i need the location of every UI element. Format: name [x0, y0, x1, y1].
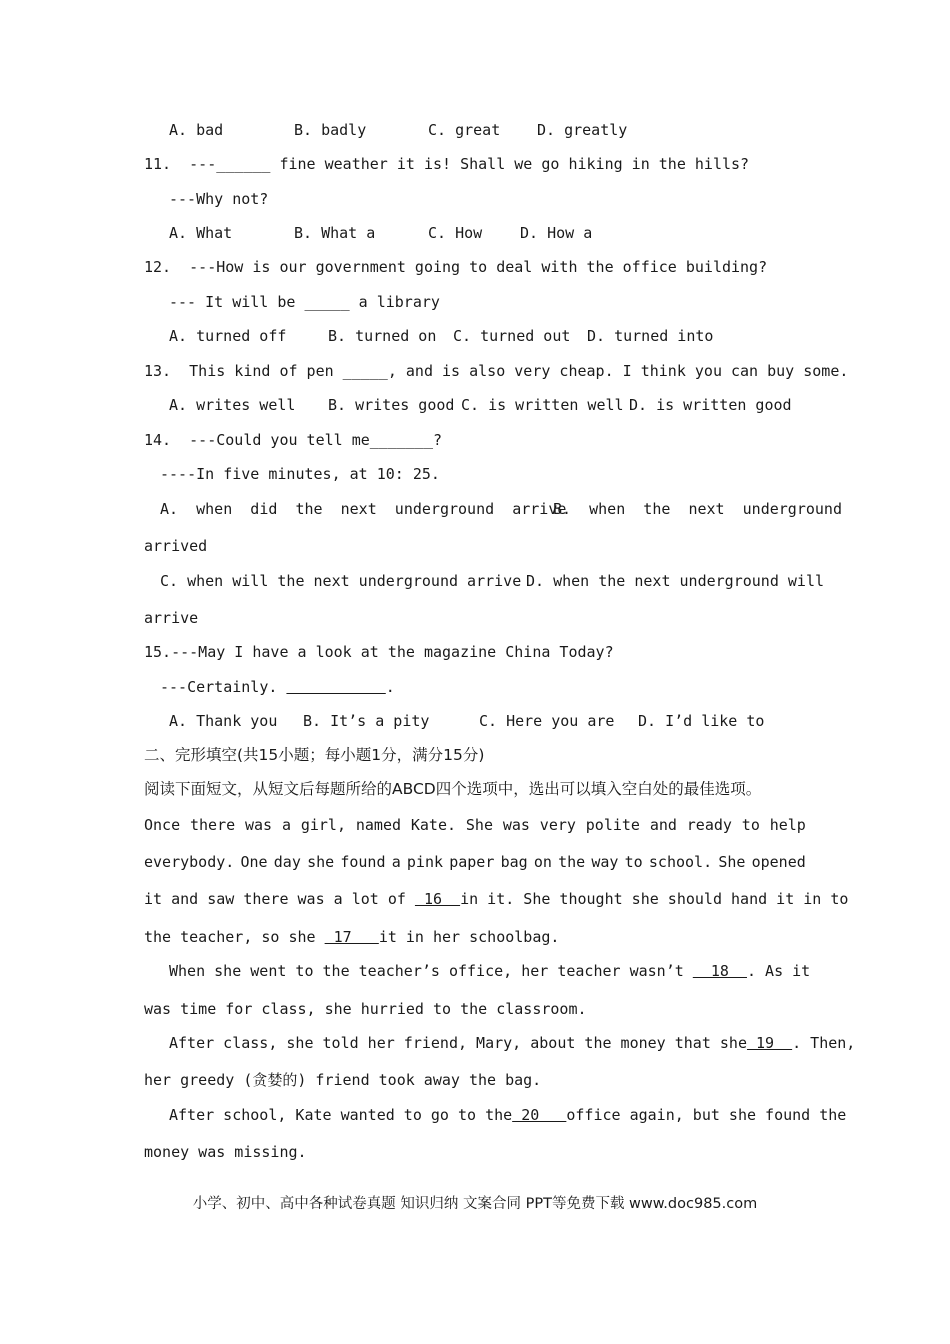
passage-word: there — [189, 816, 236, 834]
passage-word: on — [533, 853, 552, 871]
blank-19: 19 — [746, 1034, 793, 1052]
passage-word: a — [281, 816, 291, 834]
passage-text: After school, Kate wanted to go to the — [169, 1106, 513, 1124]
q15-option-a: A. Thank you — [169, 712, 278, 730]
passage-text: When she went to the teacher’s office, her teacher wasn’t — [169, 962, 693, 980]
passage-word: ready — [686, 816, 732, 834]
passage-word: everybody. — [144, 853, 235, 871]
passage-word: was — [502, 816, 530, 834]
q14-option-b-cont: arrived — [144, 537, 208, 555]
passage-word: One — [240, 853, 268, 871]
q12-option-d: D. turned into — [587, 327, 714, 345]
passage-word: help — [769, 816, 806, 834]
q14-stem: 14. ---Could you tell me_______? — [144, 431, 443, 449]
passage-word: pink — [406, 853, 444, 871]
passage-word: polite — [585, 816, 640, 834]
q13-option-d: D. is written good — [629, 396, 792, 414]
q15-reply-suffix: . — [385, 678, 395, 696]
passage-p1-line1 — [144, 816, 806, 834]
q15-answer-blank — [286, 678, 385, 696]
q11-option-a: A. What — [169, 224, 233, 242]
q11-option-d: D. How a — [520, 224, 593, 242]
passage-p4-line1 — [169, 1106, 846, 1124]
q15-option-b: B. It’s a pity — [303, 712, 430, 730]
q11-option-b: B. What a — [294, 224, 376, 242]
q11-reply: ---Why not? — [169, 190, 269, 208]
passage-word: girl, — [300, 816, 346, 834]
q15-option-c: C. Here you are — [479, 712, 615, 730]
q15-option-d: D. I’d like to — [638, 712, 765, 730]
q13-option-b: B. writes good — [328, 396, 455, 414]
q15-stem: 15.---May I have a look at the magazine China Today? — [144, 643, 614, 661]
q10-option-a: A. bad — [169, 121, 224, 139]
q10-option-b: B. badly — [294, 121, 367, 139]
passage-word: Kate. — [410, 816, 457, 834]
passage-word: very — [539, 816, 576, 834]
passage-text: it and saw there was a lot of — [144, 890, 415, 908]
q14-option-c: C. when will the next underground arrive — [160, 572, 522, 590]
passage-word: opened — [751, 853, 806, 871]
passage-word: She — [465, 816, 493, 834]
passage-word: the — [558, 853, 586, 871]
q13-option-c: C. is written well — [461, 396, 624, 414]
passage-p1-line3 — [144, 890, 848, 908]
passage-text: . Then, — [792, 1034, 856, 1052]
blank-16: 16 — [414, 890, 461, 908]
passage-p3-line2: her greedy (贪婪的) friend took away the bag. — [144, 1071, 542, 1089]
q13-option-a: A. writes well — [169, 396, 296, 414]
q15-reply — [160, 678, 395, 696]
passage-text: in it. She thought she should hand it in to — [460, 890, 849, 908]
passage-word: She — [718, 853, 746, 871]
passage-word: to — [624, 853, 643, 871]
passage-word: was — [245, 816, 273, 834]
q11-stem: 11. ---______ fine weather it is! Shall we go hiking in the hills? — [144, 155, 750, 173]
passage-p2-line2: was time for class, she hurried to the classroom. — [144, 1000, 587, 1018]
passage-p3-line1 — [169, 1034, 855, 1052]
passage-word: day — [273, 853, 301, 871]
page-footer: 小学、初中、高中各种试卷真题 知识归纳 文案合同 PPT等免费下载 www.doc985.com — [192, 1196, 758, 1212]
passage-text: . As it — [746, 962, 811, 980]
section-heading: 二、完形填空(共15小题；每小题1分，满分15分) — [144, 746, 485, 764]
section-instruction: 阅读下面短文，从短文后每题所给的ABCD四个选项中，选出可以填入空白处的最佳选项。 — [144, 780, 762, 798]
passage-word: bag — [500, 853, 528, 871]
q15-reply-prefix: ---Certainly. — [160, 678, 287, 696]
blank-20: 20 — [512, 1106, 567, 1124]
q14-option-d-cont: arrive — [144, 609, 199, 627]
passage-word: Once — [144, 816, 181, 834]
passage-text: the teacher, so she — [144, 928, 325, 946]
q12-option-c: C. turned out — [453, 327, 571, 345]
passage-word: paper — [449, 853, 495, 871]
passage-word: to — [741, 816, 760, 834]
passage-word: found — [340, 853, 386, 871]
q12-option-a: A. turned off — [169, 327, 287, 345]
q14-option-b: B. when the next underground — [553, 500, 842, 518]
passage-p4-line2: money was missing. — [144, 1143, 307, 1161]
passage-word: she — [307, 853, 335, 871]
passage-word: way — [591, 853, 619, 871]
q10-option-c: C. great — [428, 121, 501, 139]
passage-p2-line1 — [169, 962, 810, 980]
q12-reply: --- It will be _____ a library — [169, 293, 440, 311]
passage-word: school. — [648, 853, 713, 871]
q11-option-c: C. How — [428, 224, 483, 242]
blank-18: 18 — [692, 962, 747, 980]
q14-reply: ----In five minutes, at 10: 25. — [160, 465, 440, 483]
q12-stem: 12. ---How is our government going to deal with the office building? — [144, 258, 768, 276]
passage-text: office again, but she found the — [566, 1106, 847, 1124]
passage-p1-line2 — [144, 853, 806, 871]
passage-word: named — [355, 816, 402, 834]
q14-option-a: A. when did the next underground arrive — [160, 500, 567, 518]
q12-option-b: B. turned on — [328, 327, 437, 345]
q14-option-d: D. when the next underground will — [526, 572, 825, 590]
passage-p1-line4 — [144, 928, 559, 946]
passage-text: it in her schoolbag. — [378, 928, 560, 946]
q10-option-d: D. greatly — [537, 121, 628, 139]
blank-17: 17 — [324, 928, 379, 946]
passage-text: After class, she told her friend, Mary, about the money that she — [169, 1034, 747, 1052]
q13-stem: 13. This kind of pen _____, and is also very cheap. I think you can buy some. — [144, 362, 849, 380]
passage-word: a — [391, 853, 401, 871]
passage-word: and — [649, 816, 677, 834]
